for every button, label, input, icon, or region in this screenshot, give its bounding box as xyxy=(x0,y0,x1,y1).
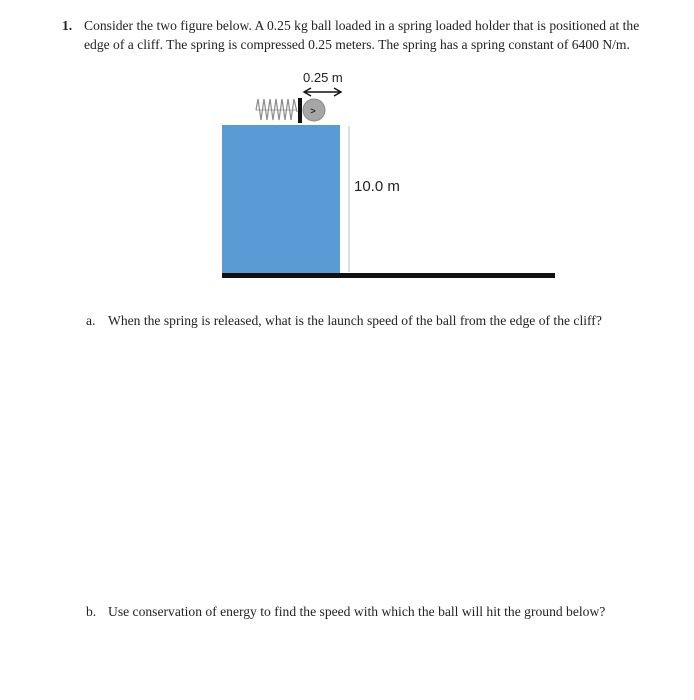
problem-number: 1. xyxy=(62,18,73,33)
question-a-text: When the spring is released, what is the launch speed of the ball from the edge of the cliff? xyxy=(108,313,602,328)
question-a-letter: a. xyxy=(86,313,96,328)
compression-arrow xyxy=(304,88,341,96)
ground-line xyxy=(222,273,555,278)
problem-statement: Consider the two figure below. A 0.25 kg ball loaded in a spring loaded holder that is positioned at the edge of a cliff. The spring is compressed 0.25 meters. The spring has a spring constant of 6400 N/m. xyxy=(84,18,640,52)
spring xyxy=(256,99,297,120)
compression-label: 0.25 m xyxy=(303,70,343,85)
question-b-letter: b. xyxy=(86,604,97,619)
height-label: 10.0 m xyxy=(354,178,400,195)
question-b-text: Use conservation of energy to find the speed with which the ball will hit the ground below? xyxy=(108,604,606,619)
ball-arrow-glyph: > xyxy=(310,106,316,116)
cliff-diagram xyxy=(0,0,694,300)
spring-holder-plate xyxy=(298,98,302,123)
cliff-block xyxy=(222,125,340,275)
